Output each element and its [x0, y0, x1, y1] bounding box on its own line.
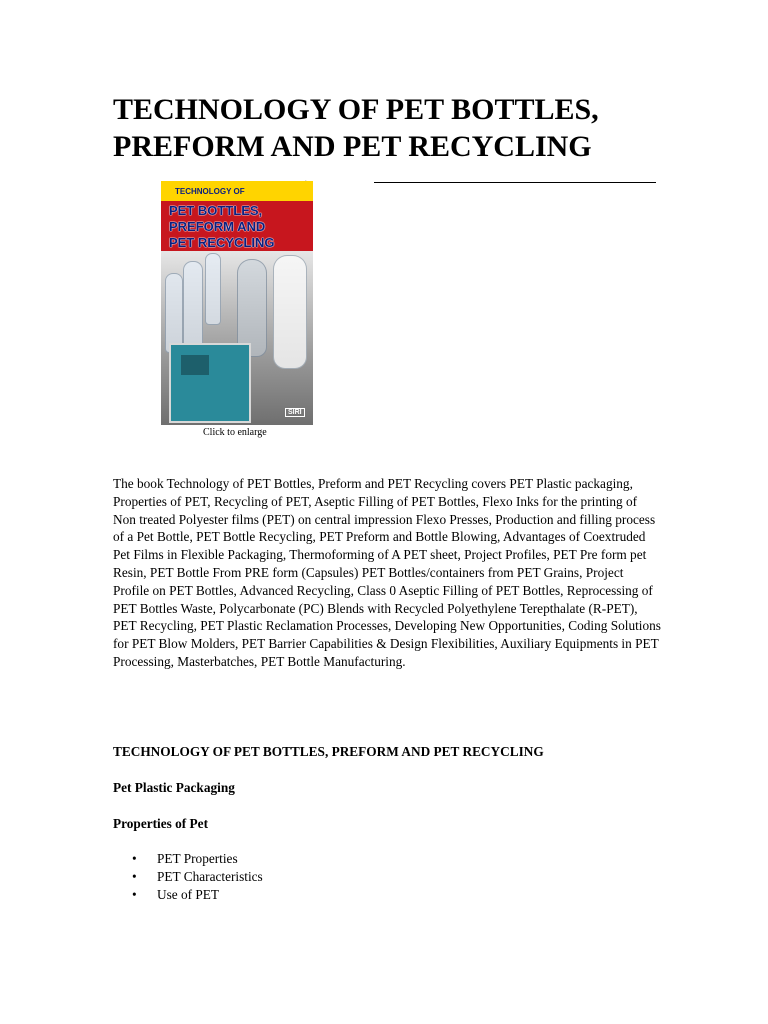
machine-panel — [181, 355, 209, 375]
book-cover-image[interactable] — [161, 181, 313, 425]
machine-shape — [169, 343, 251, 423]
list-item: • Use of PET — [113, 886, 263, 904]
enlarge-link[interactable]: Click to enlarge — [203, 427, 267, 438]
publisher-logo: SIRI — [285, 408, 305, 417]
list-item: • PET Characteristics — [113, 868, 263, 886]
section-heading-packaging: Pet Plastic Packaging — [113, 780, 235, 795]
bottle-shape — [165, 273, 183, 353]
preform-shape — [273, 255, 307, 369]
properties-list — [113, 850, 263, 904]
section-heading-main: TECHNOLOGY OF PET BOTTLES, PREFORM AND PET RECYCLING — [113, 744, 544, 759]
bottle-shape — [205, 253, 221, 325]
cover-title-line-3: PREFORM AND — [169, 219, 266, 234]
cover-title-line-2: PET BOTTLES, — [169, 203, 263, 218]
cover-title-line-1: TECHNOLOGY OF — [175, 187, 245, 196]
cover-bottles-photo — [161, 251, 313, 425]
description-paragraph: The book Technology of PET Bottles, Preform and PET Recycling covers PET Plastic packaging, Properties of PET, Recycling of PET, Aseptic Filling of PET Bottles, Flexo Inks for the printing of Non treated Polyester films (PET) on central impression Flexo Presses, Production and filling process of a Pet Bottle, PET Bottle Recycling, PET Preform and Bottle Blowing, Advantages of Coextruded Pet Films in Flexible Packaging, Thermoforming of A PET sheet, Project Profiles, PET Pre form pet Resin, PET Bottle From PRE form (Capsules) PET Bottles/containers from PET Grains, Project Profile on PET Bottles, Advanced Recycling, Class 0 Aseptic Filling of PET Bottles, Reprocessing of PET Bottles Waste, Polycarbonate (PC) Blends with Recycled Polyethylene Terepthalate (R-PET), PET Recycling, PET Plastic Reclamation Processes, Developing New Opportunities, Coding Solutions for PET Blow Molders, PET Barrier Capabilities & Design Flexibilities, Auxiliary Equipments in PET Processing, Masterbatches, PET Bottle Manufacturing. — [113, 476, 661, 669]
title-rule — [374, 182, 656, 183]
bottle-shape — [183, 261, 203, 355]
document-title: TECHNOLOGY OF PET BOTTLES, PREFORM AND PET RECYCLING — [113, 93, 599, 163]
list-item: • PET Properties — [113, 850, 263, 868]
cover-title-line-4: PET RECYCLING — [169, 235, 275, 250]
section-heading-properties: Properties of Pet — [113, 816, 209, 831]
